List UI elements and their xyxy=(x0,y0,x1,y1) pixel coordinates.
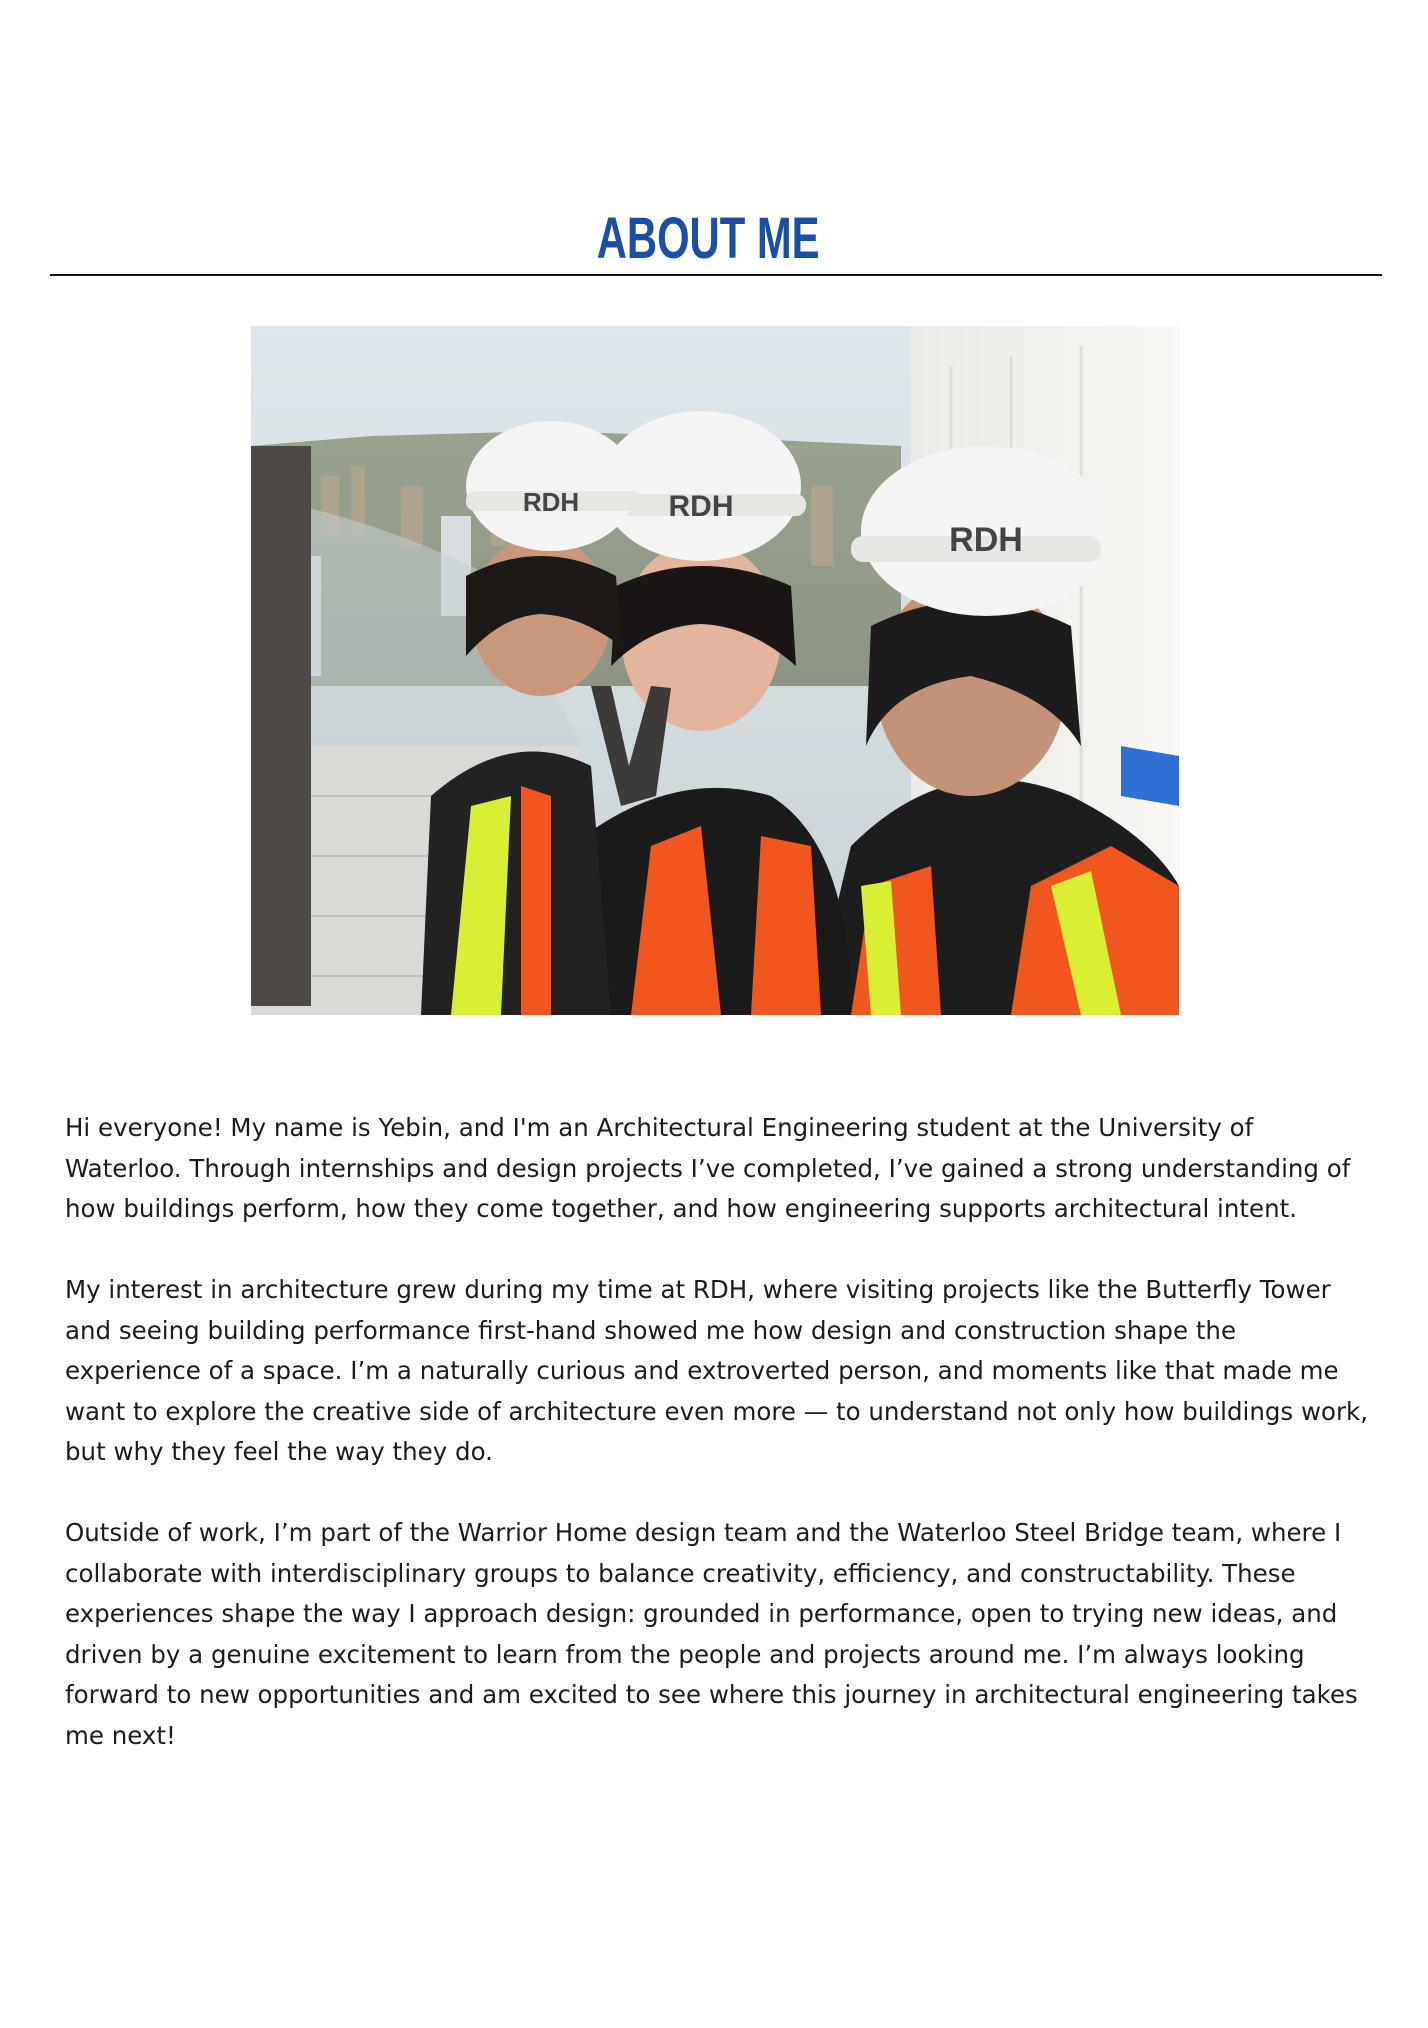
title-divider xyxy=(50,274,1382,276)
svg-text:RDH: RDH xyxy=(522,487,580,517)
bio-text xyxy=(65,1108,1375,1797)
bio-paragraph-3: Outside of work, I’m part of the Warrior Home design team and the Waterloo Steel Bridge team, where I collaborate with interdisciplinary groups to balance creativity, efficiency, and constructability. These experiences shape the way I approach design: grounded in performance, open to trying new ideas, and driven by a genuine excitement to learn from the people and projects around me. I’m always looking forward to new opportunities and am excited to see where this journey in architectural engineering takes me next! xyxy=(65,1518,1358,1750)
svg-text:RDH: RDH xyxy=(949,521,1023,559)
bio-paragraph-2: My interest in architecture grew during my time at RDH, where visiting projects like the Butterfly Tower and seeing building performance first-hand showed me how design and construction shape the experience of a space. I’m a naturally curious and extroverted person, and moments like that made me want to explore the creative side of architecture even more — to understand not only how buildings work, but why they feel the way they do. xyxy=(65,1275,1369,1466)
team-selfie-photo xyxy=(251,326,1179,1015)
bio-paragraph-1: Hi everyone! My name is Yebin, and I'm an Architectural Engineering student at the University of Waterloo. Through internships and design projects I’ve completed, I’ve gained a strong understanding of how buildings perform, how they come together, and how engineering supports architectural intent. xyxy=(65,1113,1351,1223)
svg-text:RDH: RDH xyxy=(668,490,734,523)
page-title: ABOUT ME xyxy=(596,206,820,271)
